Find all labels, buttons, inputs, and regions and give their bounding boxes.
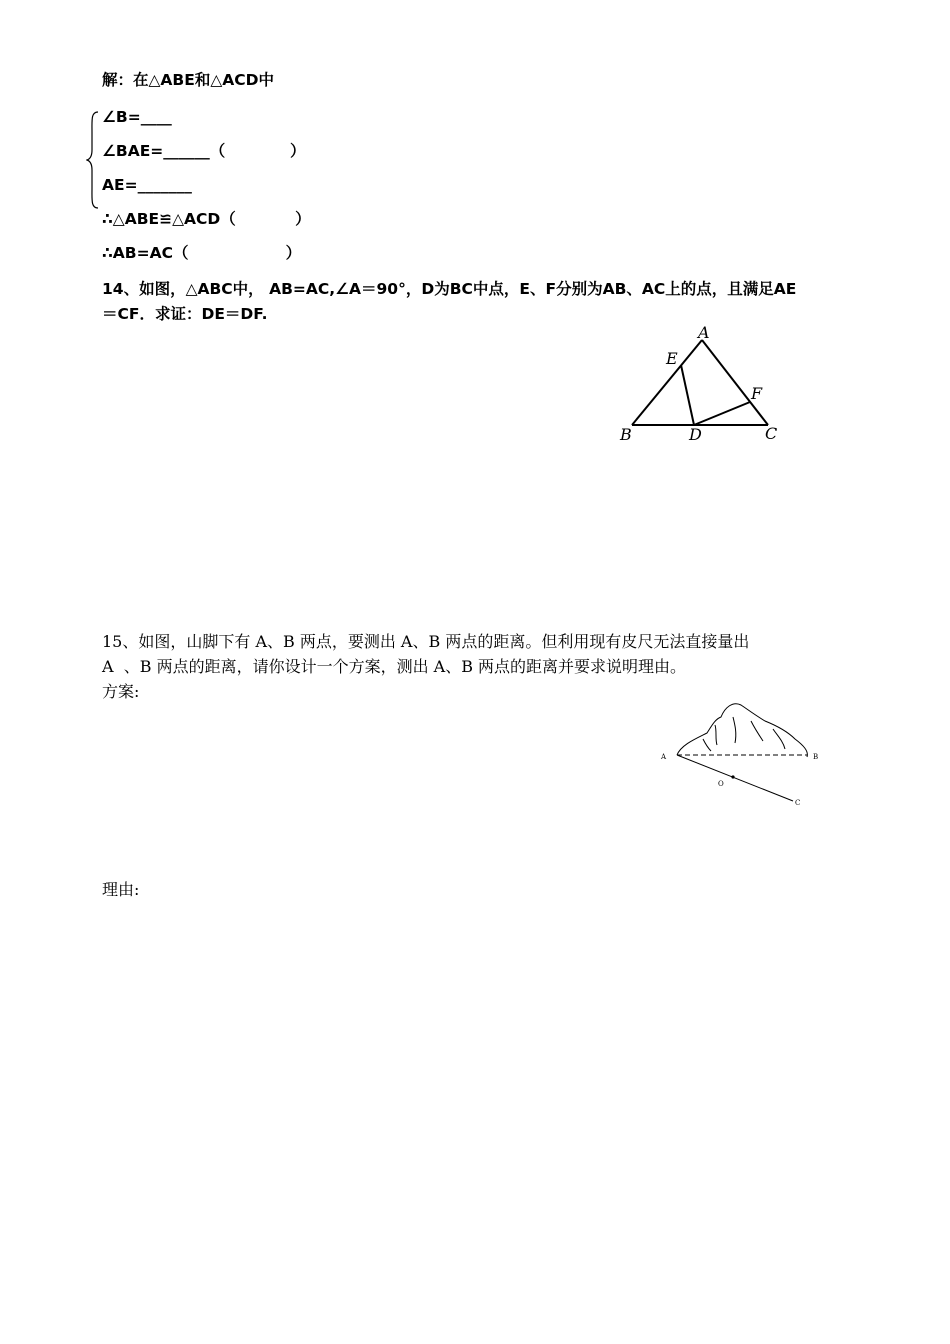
- q15-mountain-figure: [655, 695, 830, 810]
- label-e: E: [666, 349, 678, 368]
- label-a: A: [698, 323, 710, 342]
- q15-text-line2: A 、B 两点的距离，请你设计一个方案，测出 A、B 两点的距离并要求说明理由。: [102, 657, 687, 676]
- q14-triangle-figure: [610, 322, 790, 447]
- label-mountain-a: A: [661, 753, 667, 761]
- solution-header: 解：在△ABE和△ACD中: [102, 71, 274, 89]
- q14-text-line2: ＝CF．求证：DE＝DF.: [102, 305, 268, 323]
- conclusion-ab-ac: ∴AB=AC（ ）: [102, 244, 302, 262]
- left-brace: [86, 110, 100, 210]
- conclusion-congruent: ∴△ABE≌△ACD（ ）: [102, 210, 311, 228]
- label-mountain-c: C: [795, 799, 801, 807]
- label-f: F: [751, 384, 763, 403]
- q15-text-line1: 15、如图，山脚下有 A、B 两点，要测出 A、B 两点的距离。但利用现有皮尺无法直接量出: [102, 632, 750, 651]
- condition-angle-b: ∠B=____: [102, 108, 172, 126]
- label-b: B: [620, 425, 632, 444]
- q14-text-line1: 14、如图，△ABC中， AB=AC,∠A＝90°，D为BC中点，E、F分别为AB、AC上的点，且满足AE: [102, 280, 797, 298]
- condition-angle-bae: ∠BAE=______（ ）: [102, 142, 306, 160]
- label-mountain-b: B: [813, 753, 819, 761]
- label-d: D: [689, 425, 702, 444]
- reason-label: 理由:: [102, 880, 140, 899]
- label-mountain-o: O: [718, 780, 724, 788]
- condition-ae: AE=_______: [102, 176, 192, 194]
- label-c: C: [765, 424, 778, 443]
- plan-label: 方案:: [102, 682, 140, 701]
